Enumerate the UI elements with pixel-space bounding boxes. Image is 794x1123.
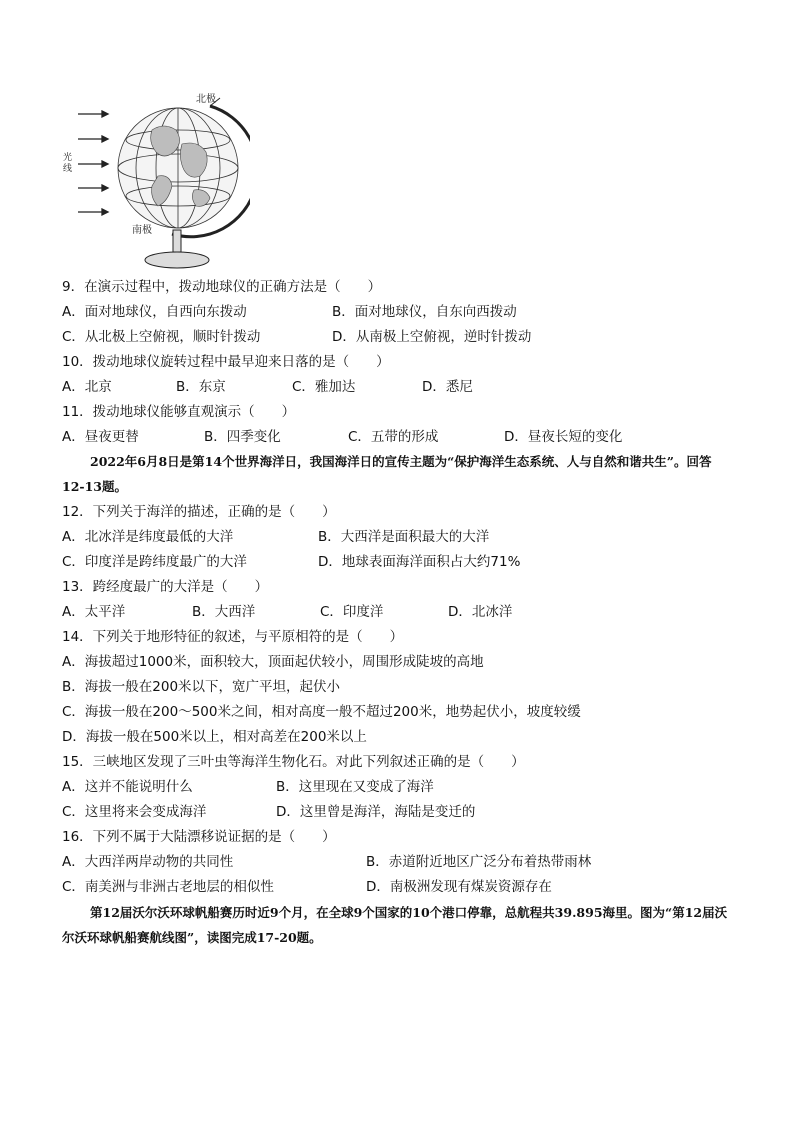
north-pole-label: 北极	[196, 94, 216, 105]
q9-option-c: C．从北极上空俯视，顺时针拨动	[62, 329, 261, 345]
q14-option-d: D．海拔一般在500米以上，相对高差在200米以上	[62, 729, 367, 745]
q14-option-b: B．海拔一般在200米以下，宽广平坦，起伏小	[62, 679, 341, 695]
q9-option-d: D．从南极上空俯视，逆时针拨动	[332, 329, 532, 345]
q14-option-a: A．海拔超过1000米，面积较大，顶面起伏较小，周围形成陡坡的高地	[62, 654, 484, 670]
q15-option-d: D．这里曾是海洋，海陆是变迁的	[276, 804, 476, 820]
q11-option-b: B．四季变化	[204, 429, 281, 445]
q10-option-b: B．东京	[176, 379, 226, 395]
q10-option-d: D．悉尼	[422, 379, 473, 395]
q15-option-a: A．这并不能说明什么	[62, 779, 193, 795]
q10-stem: 10．拨动地球仪旋转过程中最早迎来日落的是（ ）	[62, 354, 390, 370]
q16-option-d: D．南极洲发现有煤炭资源存在	[366, 879, 552, 895]
globe-figure	[60, 90, 250, 275]
q14-option-c: C．海拔一般在200～500米之间，相对高度一般不超过200米，地势起伏小，坡度较缓	[62, 704, 581, 720]
q13-stem: 13．跨经度最广的大洋是（ ）	[62, 579, 269, 595]
q10-option-c: C．雅加达	[292, 379, 356, 395]
q12-option-d: D．地球表面海洋面积占大约71%	[318, 554, 521, 570]
q13-option-c: C．印度洋	[320, 604, 384, 620]
passage-17-20: 第12届沃尔沃环球帆船赛历时近9个月，在全球9个国家的10个港口停靠，总航程共39.895海里。图为“第12届沃尔沃环球帆船赛航线图”，读图完成17-20题。	[62, 905, 728, 945]
south-pole-label: 南极	[132, 225, 152, 236]
q11-option-d: D．昼夜长短的变化	[504, 429, 623, 445]
light-label-2: 线	[63, 164, 73, 174]
light-arrows	[78, 111, 108, 215]
q12-option-a: A．北冰洋是纬度最低的大洋	[62, 529, 234, 545]
passage-12-13: 2022年6月8日是第14个世界海洋日，我国海洋日的宣传主题为“保护海洋生态系统、人与自然和谐共生”。回答12-13题。	[62, 454, 712, 494]
q12-option-b: B．大西洋是面积最大的大洋	[318, 529, 490, 545]
q16-option-a: A．大西洋两岸动物的共同性	[62, 854, 234, 870]
q15-option-c: C．这里将来会变成海洋	[62, 804, 207, 820]
q16-option-b: B．赤道附近地区广泛分布着热带雨林	[366, 854, 592, 870]
q13-option-b: B．大西洋	[192, 604, 256, 620]
light-label-1: 光	[63, 153, 73, 163]
q12-option-c: C．印度洋是跨纬度最广的大洋	[62, 554, 247, 570]
q9-stem: 9．在演示过程中，拨动地球仪的正确方法是（ ）	[62, 279, 382, 295]
q16-option-c: C．南美洲与非洲古老地层的相似性	[62, 879, 274, 895]
q11-option-c: C．五带的形成	[348, 429, 439, 445]
q10-option-a: A．北京	[62, 379, 112, 395]
globe	[118, 108, 238, 228]
q14-stem: 14．下列关于地形特征的叙述，与平原相符的是（ ）	[62, 629, 404, 645]
q9-option-b: B．面对地球仪，自东向西拨动	[332, 304, 517, 320]
q15-option-b: B．这里现在又变成了海洋	[276, 779, 434, 795]
q11-option-a: A．昼夜更替	[62, 429, 139, 445]
q15-stem: 15．三峡地区发现了三叶虫等海洋生物化石。对此下列叙述正确的是（ ）	[62, 754, 525, 770]
q12-stem: 12．下列关于海洋的描述，正确的是（ ）	[62, 504, 336, 520]
q11-stem: 11．拨动地球仪能够直观演示（ ）	[62, 404, 296, 420]
q9-option-a: A．面对地球仪，自西向东拨动	[62, 304, 247, 320]
q16-stem: 16．下列不属于大陆漂移说证据的是（ ）	[62, 829, 336, 845]
q13-option-d: D．北冰洋	[448, 604, 513, 620]
q13-option-a: A．太平洋	[62, 604, 126, 620]
